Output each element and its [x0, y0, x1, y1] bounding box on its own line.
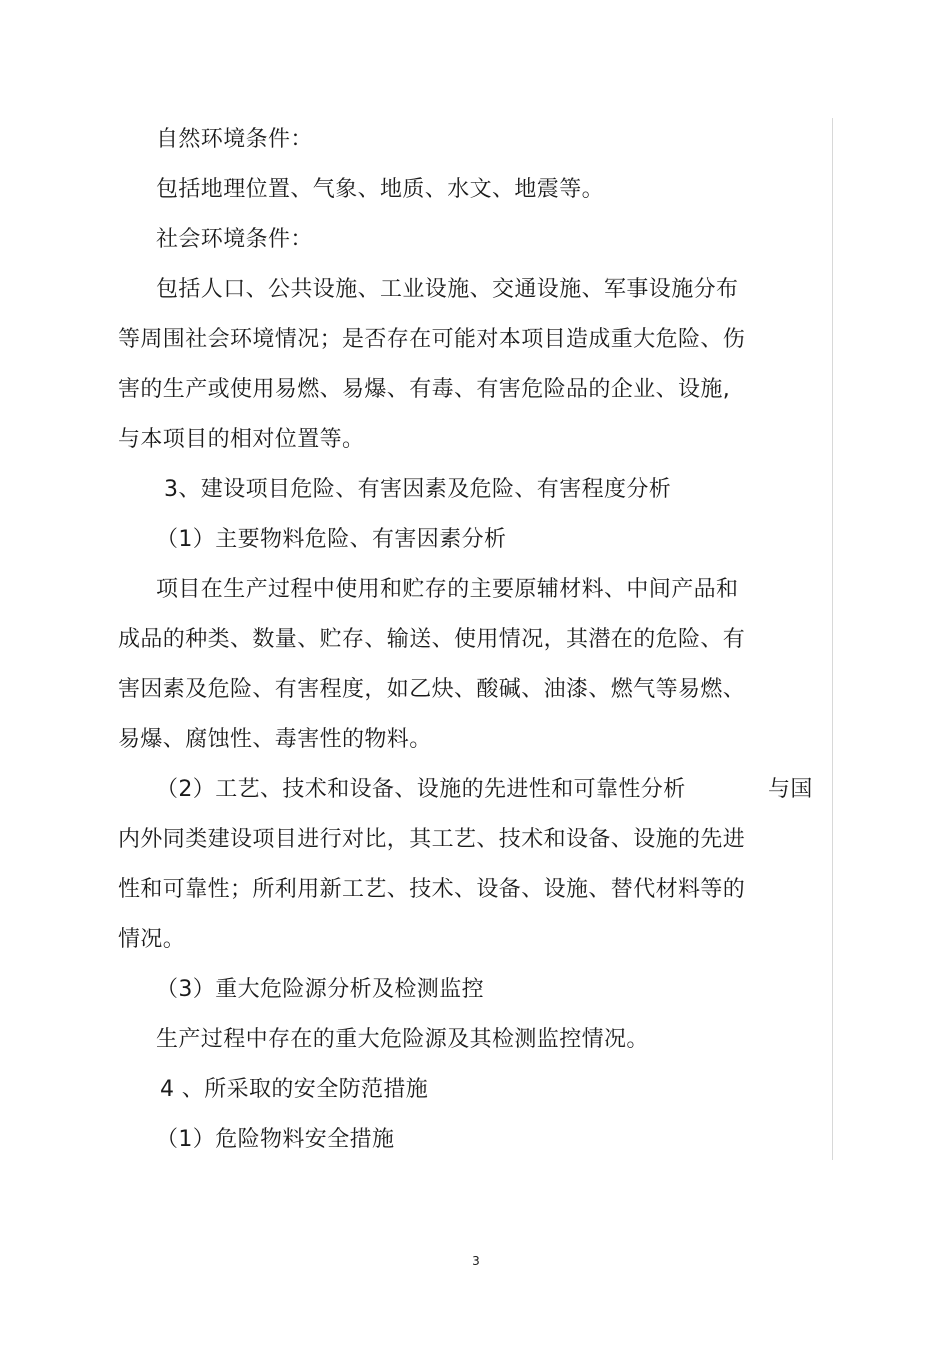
subheading-3-3: （3）重大危险源分析及检测监控 [156, 977, 484, 1002]
text-line-materials-1: 项目在生产过程中使用和贮存的主要原辅材料、中间产品和 [156, 577, 739, 602]
section-heading-3: 3、建设项目危险、有害因素及危险、有害程度分析 [164, 477, 672, 502]
text-line-process-lead: 与国 [768, 777, 813, 802]
section-heading-4: 4 、所采取的安全防范措施 [160, 1077, 429, 1102]
text-line-social-env-body-2: 等周围社会环境情况；是否存在可能对本项目造成重大危险、伤 [118, 327, 746, 352]
margin-rule [832, 118, 833, 1160]
text-line-hazard-source: 生产过程中存在的重大危险源及其检测监控情况。 [156, 1027, 649, 1052]
text-line-materials-2: 成品的种类、数量、贮存、输送、使用情况，其潜在的危险、有 [118, 627, 746, 652]
text-line-social-env-body-3: 害的生产或使用易燃、易爆、有毒、有害危险品的企业、设施, [118, 377, 731, 402]
page-number: 3 [472, 1254, 480, 1268]
text-line-process-2: 性和可靠性；所利用新工艺、技术、设备、设施、替代材料等的 [118, 877, 746, 902]
subheading-3-2: （2）工艺、技术和设备、设施的先进性和可靠性分析 [156, 777, 686, 802]
text-line-natural-env-heading: 自然环境条件： [156, 127, 313, 152]
subheading-4-1: （1）危险物料安全措施 [156, 1127, 395, 1152]
text-line-process-1: 内外同类建设项目进行对比，其工艺、技术和设备、设施的先进 [118, 827, 746, 852]
text-line-social-env-body-1: 包括人口、公共设施、工业设施、交通设施、军事设施分布 [156, 277, 739, 302]
text-line-materials-4: 易爆、腐蚀性、毒害性的物料。 [118, 727, 432, 752]
subheading-3-1: （1）主要物料危险、有害因素分析 [156, 527, 507, 552]
text-line-process-3: 情况。 [118, 927, 186, 952]
text-line-natural-env-body: 包括地理位置、气象、地质、水文、地震等。 [156, 177, 605, 202]
text-line-materials-3: 害因素及危险、有害程度，如乙炔、酸碱、油漆、燃气等易燃、 [118, 677, 746, 702]
text-line-social-env-heading: 社会环境条件： [156, 227, 313, 252]
text-line-social-env-body-4: 与本项目的相对位置等。 [118, 427, 365, 452]
